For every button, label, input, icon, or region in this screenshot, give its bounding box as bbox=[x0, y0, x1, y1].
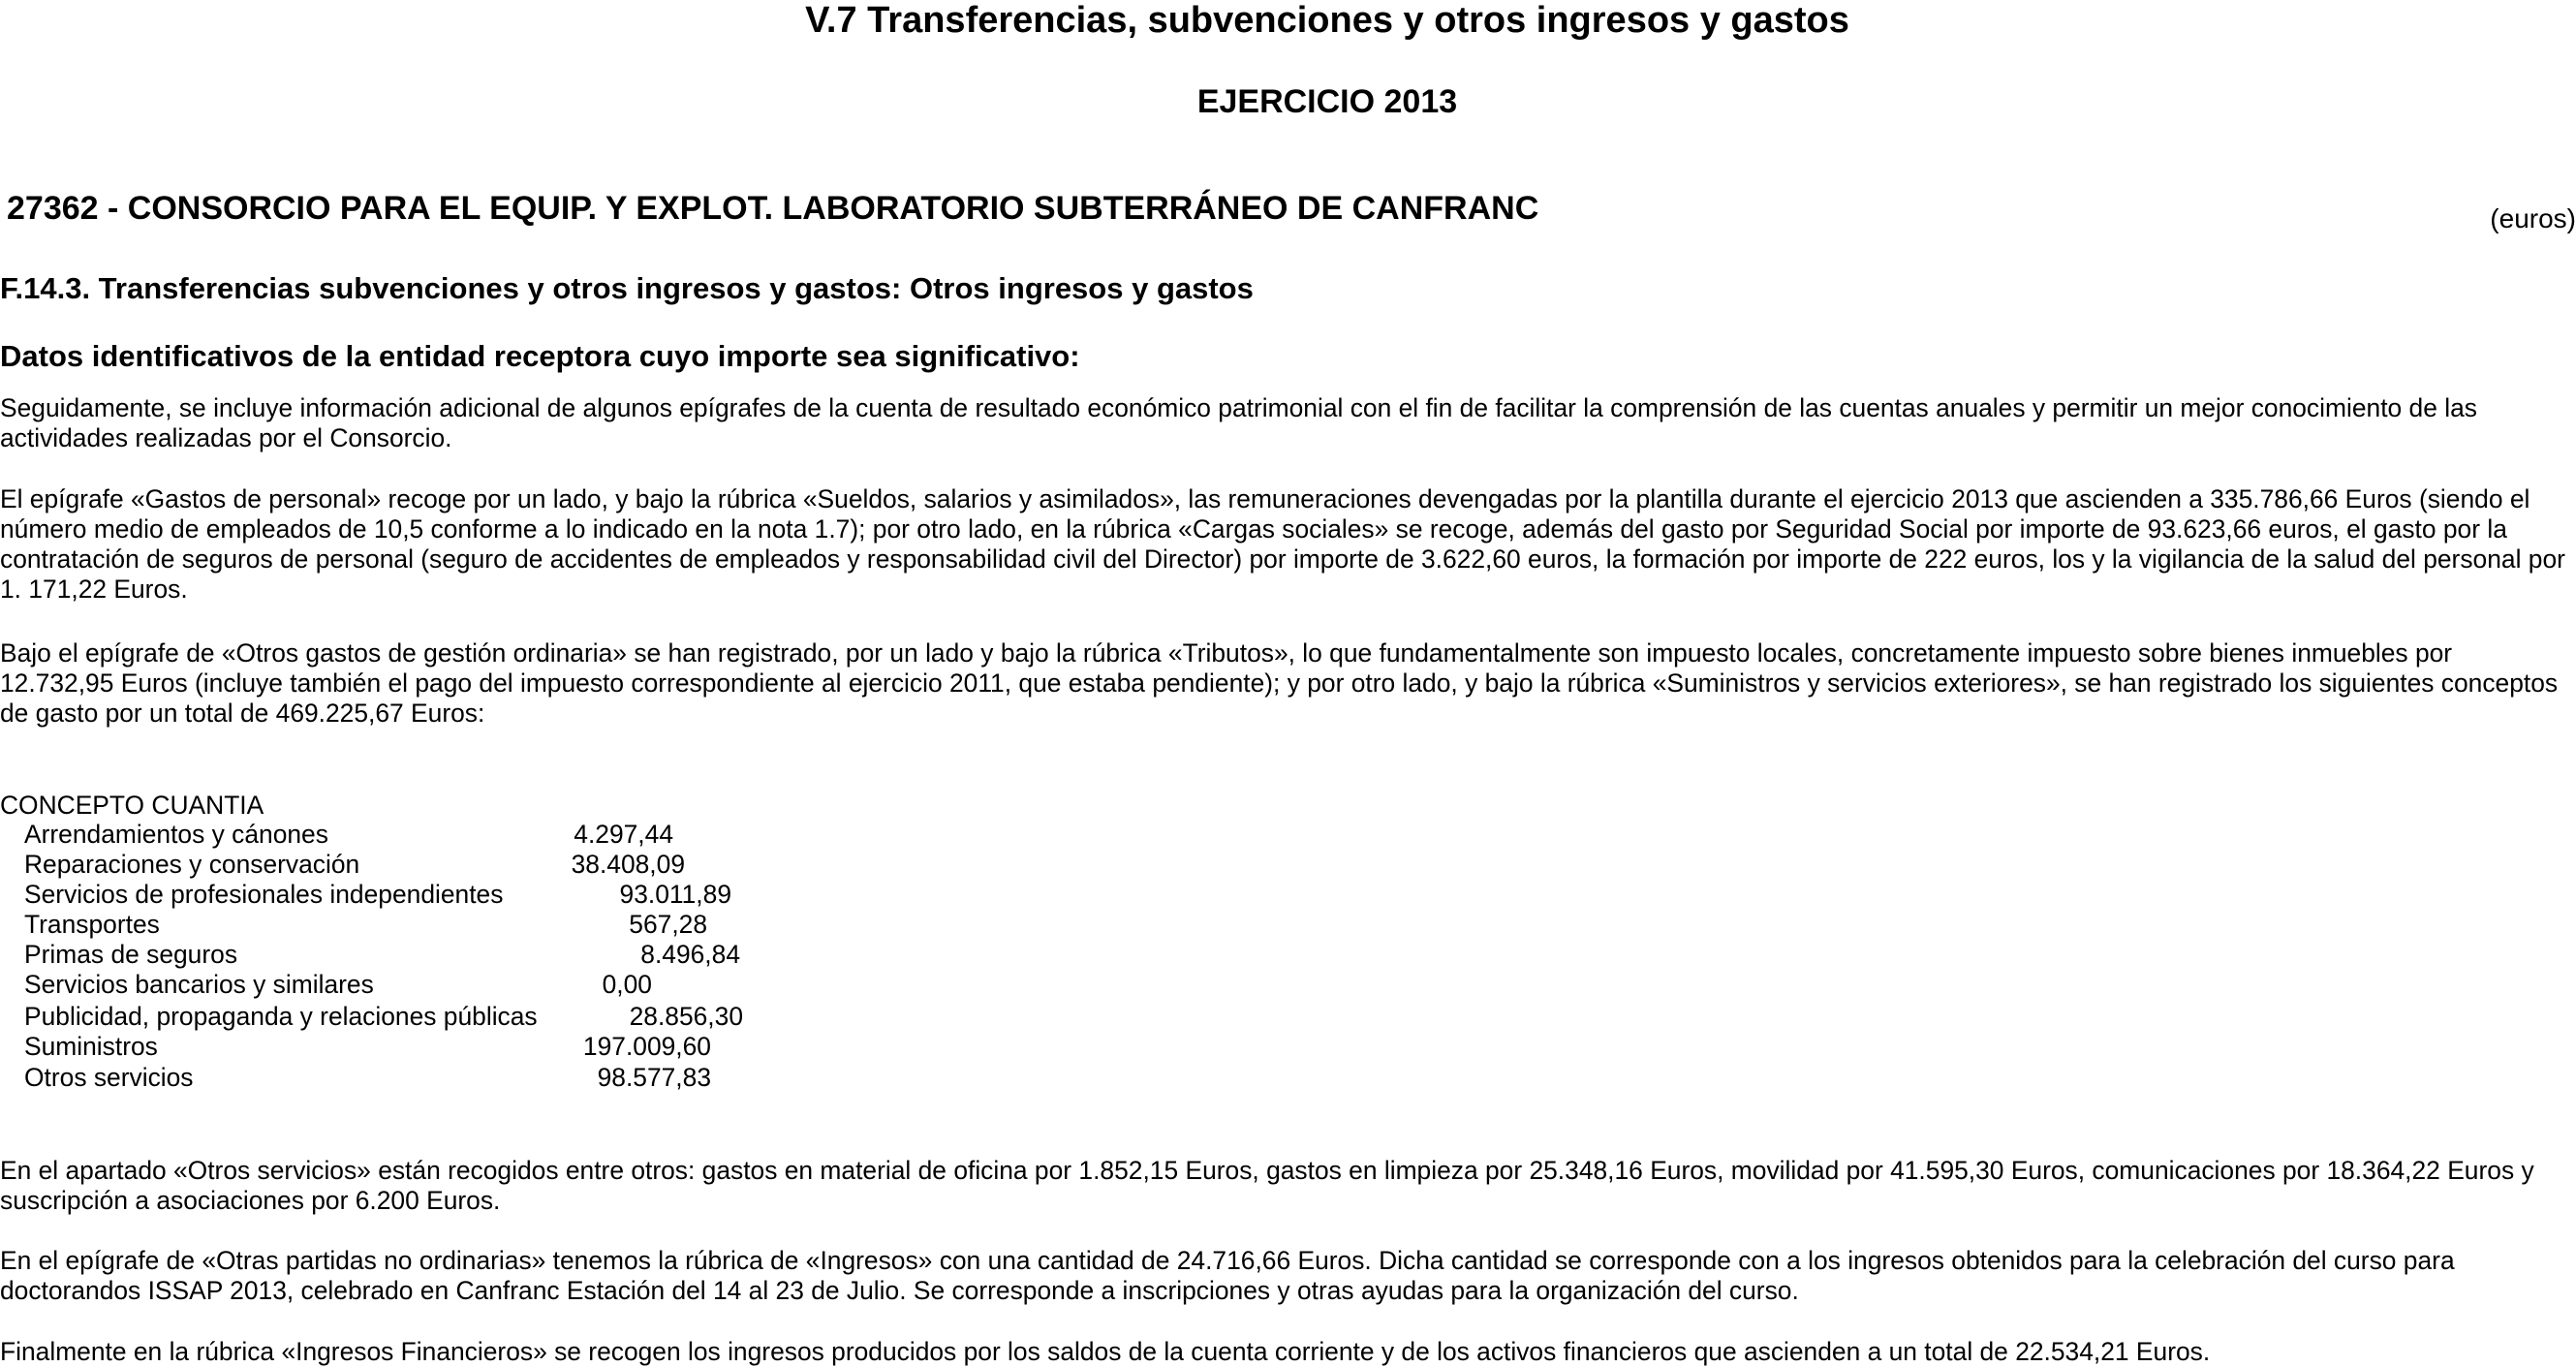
table-row-label: Otros servicios bbox=[24, 1063, 194, 1092]
table-row-value: 38.408,09 bbox=[571, 850, 685, 879]
paragraph-intro: Seguidamente, se incluye información adicional de algunos epígrafes de la cuenta de resultado económico patrimonial con el fin de facilitar la comprensión de las cuentas anuales y permitir un mejor conocimiento de las actividades realizadas por el Consorcio. bbox=[0, 393, 2477, 452]
table-row-label: Reparaciones y conservación bbox=[24, 850, 360, 879]
table-row-value: 4.297,44 bbox=[574, 820, 673, 849]
table-row-label: Arrendamientos y cánones bbox=[24, 820, 328, 849]
section-heading: F.14.3. Transferencias subvenciones y otros ingresos y gastos: Otros ingresos y gastos bbox=[0, 271, 1254, 305]
paragraph-personnel-expenses: El epígrafe «Gastos de personal» recoge por un lado, y bajo la rúbrica «Sueldos, salarios y asimilados», las remuneraciones devengadas por la plantilla durante el ejercicio 2013 que ascienden a 335.786,66 Euros (siendo el número medio de empleados de 10,5 conforme a lo indicado en la nota 1.7); por otro lado, en la rúbrica «Cargas sociales» se recoge, además del gasto por Seguridad Social por importe de 93.623,66 euros, el gasto por la contratación de seguros de personal (seguro de accidentes de empleados y responsabilidad civil del Director) por importe de 3.622,60 euros, la formación por importe de 222 euros, los y la vigilancia de la salud del personal por 1. 171,22 Euros. bbox=[0, 484, 2565, 604]
table-row-label: Servicios bancarios y similares bbox=[24, 970, 374, 999]
table-header: CONCEPTO CUANTIA bbox=[0, 791, 264, 820]
table-row-value: 8.496,84 bbox=[640, 940, 740, 969]
fiscal-year-heading: EJERCICIO 2013 bbox=[1196, 83, 1458, 120]
units-label: (euros) bbox=[2490, 203, 2576, 233]
table-row-label: Publicidad, propaganda y relaciones públicas bbox=[24, 1002, 538, 1031]
table-row-label: Primas de seguros bbox=[24, 940, 238, 969]
table-row-value: 0,00 bbox=[602, 970, 652, 999]
table-row-value: 98.577,83 bbox=[597, 1063, 711, 1092]
entity-heading: 27362 - CONSORCIO PARA EL EQUIP. Y EXPLOT. LABORATORIO SUBTERRÁNEO DE CANFRANC bbox=[7, 190, 1539, 227]
subsection-heading: Datos identificativos de la entidad receptora cuyo importe sea significativo: bbox=[0, 339, 1080, 373]
table-row-label: Servicios de profesionales independientes bbox=[24, 880, 504, 909]
page-title: V.7 Transferencias, subvenciones y otros ingresos y gastos bbox=[805, 0, 1849, 41]
table-row-label: Transportes bbox=[24, 910, 160, 939]
table-row-value: 197.009,60 bbox=[582, 1032, 711, 1061]
table-row-value: 28.856,30 bbox=[629, 1002, 743, 1031]
paragraph-financial-income: Finalmente en la rúbrica «Ingresos Financieros» se recogen los ingresos producidos por los saldos de la cuenta corriente y de los activos financieros que ascienden a un total de 22.534,21 Euros. bbox=[0, 1337, 2211, 1366]
paragraph-other-expenses: Bajo el epígrafe de «Otros gastos de gestión ordinaria» se han registrado, por un lado y bajo la rúbrica «Tributos», lo que fundamentalmente son impuesto locales, concretamente impuesto sobre bienes inmuebles por 12.732,95 Euros (incluye también el pago del impuesto correspondiente al ejercicio 2011, que estaba pendiente); y por otro lado, y bajo la rúbrica «Suministros y servicios exteriores», se han registrado los siguientes conceptos de gasto por un total de 469.225,67 Euros: bbox=[0, 638, 2559, 728]
paragraph-extraordinary-items: En el epígrafe de «Otras partidas no ordinarias» tenemos la rúbrica de «Ingresos» con una cantidad de 24.716,66 Euros. Dicha cantidad se corresponde con a los ingresos obtenidos para la celebración del curso para doctorandos ISSAP 2013, celebrado en Canfranc Estación del 14 al 23 de Julio. Se corresponde a inscripciones y otras ayudas para la organización del curso. bbox=[0, 1246, 2455, 1305]
table-row-label: Suministros bbox=[24, 1032, 158, 1061]
paragraph-other-services: En el apartado «Otros servicios» están recogidos entre otros: gastos en material de oficina por 1.852,15 Euros, gastos en limpieza por 25.348,16 Euros, movilidad por 41.595,30 Euros, comunicaciones por 18.364,22 Euros y suscripción a asociaciones por 6.200 Euros. bbox=[0, 1156, 2534, 1215]
table-row-value: 93.011,89 bbox=[619, 880, 731, 909]
table-row-value: 567,28 bbox=[629, 910, 707, 939]
